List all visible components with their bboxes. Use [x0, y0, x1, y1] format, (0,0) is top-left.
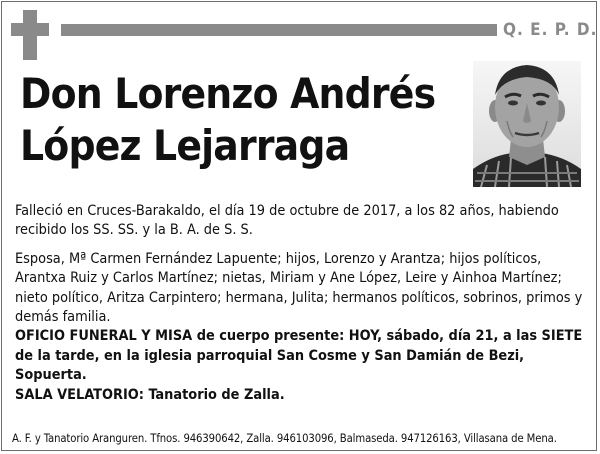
qepd-label: Q. E. P. D. — [503, 20, 598, 40]
deceased-photo — [473, 61, 581, 187]
wake-info: SALA VELATORIO: Tanatorio de Zalla. — [15, 386, 285, 403]
name-line-2: López Lejarraga — [20, 121, 350, 170]
obituary-body — [15, 202, 585, 405]
family-list: Esposa, Mª Carmen Fernández Lapuente; hijos, Lorenzo y Arantza; hijos políticos, Arantxa Ruiz y Carlos Martínez; nietas, Miriam y Ane López, Leire y Ainhoa Martínez; nieto político, Aritza Carpintero; hermana, Julita; hermanos políticos, sobrinos, primos y demás familia. — [15, 250, 583, 326]
name-line-1: Don Lorenzo Andrés — [20, 69, 436, 118]
funeral-info: OFICIO FUNERAL Y MISA de cuerpo presente: HOY, sábado, día 21, a las SIETE de la tarde, en la iglesia parroquial San Cosme y San Damián de Bezi, Sopuerta. — [15, 328, 583, 384]
header-rule — [61, 24, 497, 36]
deceased-name — [20, 68, 435, 172]
death-notice: Falleció en Cruces-Barakaldo, el día 19 de octubre de 2017, a los 82 años, habiendo recibido los SS. SS. y la B. A. de S. S. — [15, 203, 559, 239]
funeral-home-footer: A. F. y Tanatorio Aranguren. Tfnos. 946390642, Zalla. 946103096, Balmaseda. 947126163, Villasana de Mena. — [12, 432, 557, 445]
